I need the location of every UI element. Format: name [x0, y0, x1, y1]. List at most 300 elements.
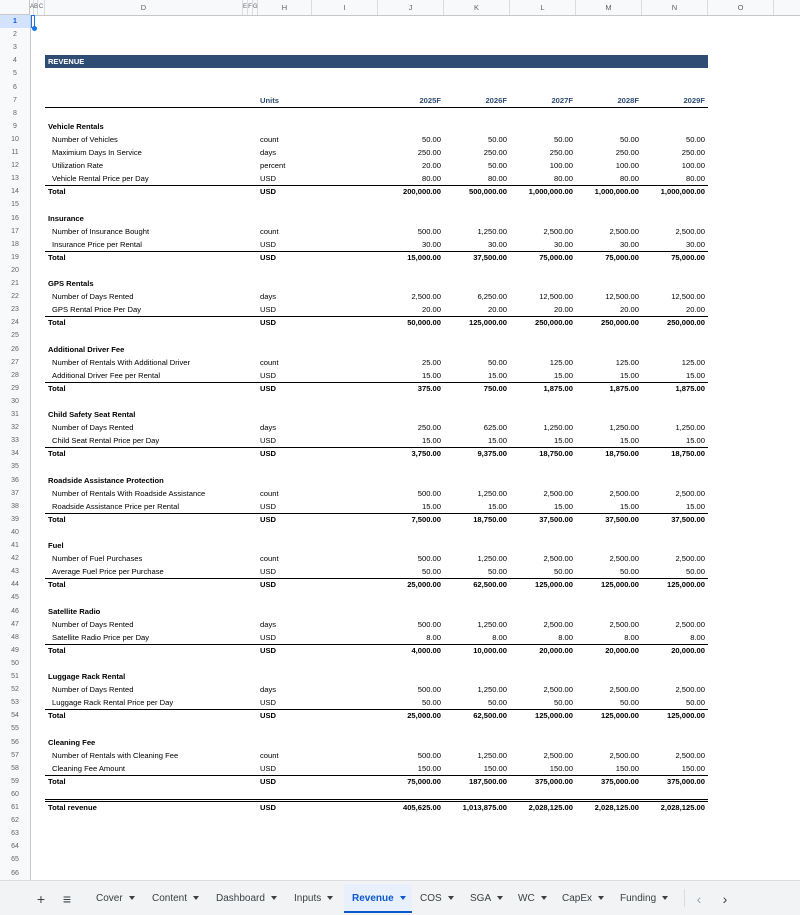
row-header[interactable]: 64 — [11, 843, 19, 851]
row-header[interactable]: 56 — [11, 738, 19, 746]
row-header[interactable]: 39 — [11, 515, 19, 523]
item-value: 150.00 — [549, 763, 573, 773]
item-value: 15.00 — [487, 501, 507, 511]
column-header[interactable]: C — [38, 0, 45, 15]
row-header[interactable]: 10 — [11, 135, 19, 143]
column-header[interactable]: O — [708, 0, 774, 15]
item-value: 20.00 — [421, 305, 441, 315]
total-value: 375,000.00 — [534, 776, 573, 786]
item-value: 500.00 — [417, 619, 441, 629]
row-header[interactable]: 43 — [11, 568, 19, 576]
item-label: Child Seat Rental Price per Day — [52, 436, 160, 446]
item-unit: count — [260, 357, 279, 367]
total-value: 125,000.00 — [666, 711, 705, 721]
row-header[interactable]: 7 — [13, 96, 17, 104]
item-value: 15.00 — [487, 370, 507, 380]
row-header[interactable]: 18 — [11, 240, 19, 248]
row-header[interactable]: 14 — [11, 188, 19, 196]
item-value: 15.00 — [421, 436, 441, 446]
total-value: 75,000.00 — [605, 252, 639, 262]
item-value: 2,500.00 — [609, 619, 639, 629]
sheet-tab-capex[interactable] — [554, 884, 612, 913]
item-value: 150.00 — [483, 763, 507, 773]
item-value: 15.00 — [487, 436, 507, 446]
item-label: Maximium Days In Service — [52, 148, 142, 157]
item-value: 250.00 — [417, 148, 441, 157]
item-value: 30.00 — [487, 239, 507, 249]
item-unit: USD — [260, 632, 277, 642]
item-value: 250.00 — [681, 148, 705, 157]
item-value: 15.00 — [619, 501, 639, 511]
row-header[interactable]: 61 — [11, 804, 19, 811]
item-value: 15.00 — [619, 370, 639, 380]
row-header[interactable]: 31 — [11, 411, 19, 418]
item-value: 100.00 — [615, 161, 639, 171]
item-value: 2,500.00 — [609, 750, 639, 760]
column-header[interactable]: L — [510, 0, 576, 15]
item-value: 50.00 — [487, 567, 507, 577]
total-value: 62,500.00 — [473, 580, 507, 590]
year-header: 2025F — [419, 95, 441, 105]
tab-dropdown-icon[interactable] — [541, 896, 547, 900]
row-header[interactable]: 33 — [11, 437, 19, 445]
year-header: 2029F — [683, 95, 705, 105]
column-header[interactable]: M — [576, 0, 642, 15]
item-value: 2,500.00 — [543, 685, 573, 695]
row-header[interactable]: 12 — [11, 162, 19, 170]
total-value: 125,000.00 — [534, 580, 573, 590]
item-value: 2,500.00 — [675, 750, 705, 760]
item-value: 15.00 — [619, 436, 639, 446]
item-value: 2,500.00 — [543, 554, 573, 564]
item-value: 2,500.00 — [543, 750, 573, 760]
total-value: 125,000.00 — [666, 580, 705, 590]
item-value: 500.00 — [417, 750, 441, 760]
total-value: 37,500.00 — [473, 252, 507, 262]
column-header-bar — [0, 0, 800, 16]
total-value: 1,875.00 — [675, 383, 705, 393]
item-value: 12,500.00 — [605, 292, 639, 302]
item-label: Additional Driver Fee per Rental — [52, 370, 161, 380]
total-value: 18,750.00 — [473, 514, 507, 524]
item-value: 15.00 — [553, 501, 573, 511]
total-value: 37,500.00 — [605, 514, 639, 524]
row-header[interactable]: 59 — [11, 777, 19, 785]
row-header[interactable]: 52 — [11, 686, 19, 694]
grand-total-value: 2,028,125.00 — [528, 803, 573, 812]
row-header[interactable]: 21 — [11, 280, 19, 287]
item-unit: count — [260, 750, 279, 760]
item-value: 12,500.00 — [671, 292, 705, 302]
item-label: Luggage Rack Rental Price per Day — [52, 698, 174, 708]
tab-dropdown-icon[interactable] — [129, 896, 135, 900]
row-header[interactable]: 19 — [11, 253, 19, 261]
item-unit: percent — [260, 161, 286, 171]
total-label: Total — [48, 514, 66, 524]
item-value: 2,500.00 — [675, 619, 705, 629]
row-header[interactable]: 54 — [11, 712, 19, 720]
item-unit: days — [260, 423, 277, 433]
row-header[interactable]: 25 — [11, 332, 19, 340]
tab-dropdown-icon[interactable] — [497, 896, 503, 900]
select-all-corner[interactable] — [0, 0, 30, 15]
total-value: 250,000.00 — [534, 318, 573, 328]
item-value: 80.00 — [487, 174, 507, 184]
column-header[interactable]: N — [642, 0, 708, 15]
total-value: 25,000.00 — [407, 711, 441, 721]
sheet-tab-cos[interactable] — [412, 884, 462, 913]
row-header[interactable]: 47 — [11, 620, 19, 628]
total-label: Total — [48, 711, 66, 721]
item-value: 50.00 — [553, 134, 573, 144]
row-header[interactable]: 30 — [11, 397, 19, 405]
column-header[interactable]: G — [253, 0, 258, 15]
row-header[interactable]: 37 — [11, 489, 19, 497]
units-header: Units — [260, 95, 279, 105]
item-value: 8.00 — [492, 632, 507, 642]
row-header[interactable]: 2 — [13, 31, 17, 39]
row-underline — [45, 799, 708, 800]
item-value: 1,250.00 — [477, 619, 507, 629]
row-header[interactable]: 27 — [11, 358, 19, 366]
item-value: 15.00 — [421, 370, 441, 380]
total-value: 75,000.00 — [407, 776, 441, 786]
total-label: Total — [48, 645, 66, 655]
row-header[interactable]: 38 — [11, 502, 19, 510]
total-value: 20,000.00 — [605, 645, 639, 655]
sheet-tab-label: SGA — [470, 893, 492, 904]
sheet-tab-label: CapEx — [562, 893, 593, 904]
sheet-tab-cover[interactable] — [88, 884, 144, 913]
sheet-tab-revenue[interactable] — [344, 884, 412, 913]
row-header[interactable]: 13 — [11, 175, 19, 183]
item-unit: days — [260, 685, 277, 695]
item-value: 2,500.00 — [675, 554, 705, 564]
item-value: 2,500.00 — [543, 488, 573, 498]
section-title-revenue: REVENUE — [45, 55, 708, 68]
row-header[interactable]: 28 — [11, 371, 19, 379]
item-value: 50.00 — [685, 567, 705, 577]
sheet-tab-label: Dashboard — [216, 893, 265, 904]
total-value: 125,000.00 — [534, 711, 573, 721]
item-value: 8.00 — [624, 632, 639, 642]
row-header[interactable]: 53 — [11, 699, 19, 707]
item-value: 250.00 — [483, 148, 507, 157]
item-label: Insurance Price per Rental — [52, 239, 142, 249]
total-value: 50,000.00 — [407, 318, 441, 328]
column-header[interactable]: K — [444, 0, 510, 15]
item-value: 50.00 — [487, 698, 507, 708]
block-title: Satellite Radio — [48, 606, 101, 616]
item-value: 2,500.00 — [543, 226, 573, 236]
item-label: Number of Days Rented — [52, 292, 134, 302]
total-unit: USD — [260, 449, 277, 459]
total-value: 125,000.00 — [468, 318, 507, 328]
total-value: 750.00 — [483, 383, 507, 393]
total-unit: USD — [260, 776, 277, 786]
item-label: Number of Rentals with Cleaning Fee — [52, 750, 179, 760]
total-unit: USD — [260, 711, 277, 721]
item-value: 2,500.00 — [675, 685, 705, 695]
tab-dropdown-icon[interactable] — [448, 896, 454, 900]
row-header[interactable]: 57 — [11, 751, 19, 759]
block-title: GPS Rentals — [48, 279, 94, 288]
row-header[interactable]: 9 — [13, 122, 17, 130]
row-header[interactable]: 58 — [11, 764, 19, 772]
total-value: 37,500.00 — [671, 514, 705, 524]
item-value: 125.00 — [681, 357, 705, 367]
row-header[interactable]: 3 — [13, 44, 17, 52]
row-header[interactable]: 34 — [11, 450, 19, 458]
total-label: Total — [48, 580, 66, 590]
item-value: 50.00 — [421, 698, 441, 708]
sheet-tab-label: Funding — [620, 893, 657, 904]
row-header[interactable]: 51 — [11, 673, 19, 680]
item-value: 2,500.00 — [609, 554, 639, 564]
item-value: 2,500.00 — [609, 488, 639, 498]
sheet-tab-label: Cover — [96, 893, 123, 904]
item-value: 2,500.00 — [609, 685, 639, 695]
column-header[interactable]: I — [312, 0, 378, 15]
total-value: 9,375.00 — [477, 449, 507, 459]
sheet-tab-funding[interactable] — [612, 884, 682, 913]
total-value: 37,500.00 — [539, 514, 573, 524]
item-value: 2,500.00 — [675, 488, 705, 498]
item-value: 80.00 — [619, 174, 639, 184]
block-title: Child Safety Seat Rental — [48, 410, 136, 419]
item-value: 15.00 — [553, 436, 573, 446]
item-value: 12,500.00 — [539, 292, 573, 302]
tab-dropdown-icon[interactable] — [327, 896, 333, 900]
item-value: 30.00 — [421, 239, 441, 249]
fill-handle[interactable] — [32, 26, 37, 31]
column-header[interactable]: A — [30, 0, 34, 15]
item-value: 15.00 — [685, 436, 705, 446]
grand-total-value: 1,013,875.00 — [462, 803, 507, 812]
total-value: 1,000,000.00 — [594, 187, 639, 197]
item-value: 30.00 — [553, 239, 573, 249]
row-header[interactable]: 40 — [11, 528, 19, 536]
total-unit: USD — [260, 187, 277, 197]
item-value: 150.00 — [417, 763, 441, 773]
item-label: Vehicle Rental Price per Day — [52, 174, 149, 184]
sheet-tab-wc[interactable] — [510, 884, 554, 913]
item-label: Number of Rentals With Additional Driver — [52, 357, 191, 367]
item-label: Number of Days Rented — [52, 423, 134, 433]
row-header[interactable]: 29 — [11, 384, 19, 392]
row-header[interactable]: 32 — [11, 424, 19, 432]
column-header[interactable]: J — [378, 0, 444, 15]
add-sheet-icon[interactable]: + — [36, 891, 46, 907]
row-header[interactable]: 20 — [11, 266, 19, 274]
year-header: 2027F — [551, 95, 573, 105]
item-value: 2,500.00 — [675, 226, 705, 236]
grand-total-label: Total revenue — [48, 803, 97, 812]
row-header[interactable]: 41 — [11, 542, 19, 549]
column-header[interactable]: F — [248, 0, 253, 15]
sheet-tab-label: Content — [152, 893, 188, 904]
total-unit: USD — [260, 252, 277, 262]
row-header[interactable]: 4 — [13, 57, 17, 65]
block-title: Vehicle Rentals — [48, 121, 104, 131]
item-value: 125.00 — [615, 357, 639, 367]
total-unit: USD — [260, 580, 277, 590]
item-value: 15.00 — [421, 501, 441, 511]
item-value: 500.00 — [417, 685, 441, 695]
sheet-tab-inputs[interactable] — [286, 884, 344, 913]
row-header[interactable]: 46 — [11, 607, 19, 615]
row-header-bar — [0, 15, 31, 880]
total-value: 1,000,000.00 — [528, 187, 573, 197]
item-unit: USD — [260, 174, 277, 184]
tab-dropdown-icon[interactable] — [271, 896, 277, 900]
item-value: 15.00 — [685, 501, 705, 511]
block-title: Additional Driver Fee — [48, 344, 125, 354]
row-header[interactable]: 49 — [11, 646, 19, 654]
row-header[interactable]: 1 — [0, 15, 30, 28]
sheet-tab-label: WC — [518, 893, 535, 904]
block-title: Fuel — [48, 541, 64, 550]
sheet-tab-dashboard[interactable] — [208, 884, 286, 913]
item-value: 80.00 — [685, 174, 705, 184]
total-value: 375,000.00 — [600, 776, 639, 786]
row-header[interactable]: 5 — [13, 70, 17, 78]
row-header[interactable]: 17 — [11, 227, 19, 235]
column-header[interactable]: D — [45, 0, 243, 15]
sheet-tab-bar — [0, 880, 800, 915]
item-value: 150.00 — [681, 763, 705, 773]
total-value: 7,500.00 — [411, 514, 441, 524]
block-title: Cleaning Fee — [48, 737, 96, 747]
row-header[interactable]: 48 — [11, 633, 19, 641]
sheet-tab-sga[interactable] — [462, 884, 510, 913]
row-header[interactable]: 66 — [11, 869, 19, 877]
tab-separator — [684, 889, 685, 907]
block-title: Luggage Rack Rental — [48, 672, 126, 681]
item-value: 1,250.00 — [675, 423, 705, 433]
item-label: GPS Rental Price Per Day — [52, 305, 142, 315]
row-header[interactable]: 44 — [11, 581, 19, 589]
grand-total-value: 2,028,125.00 — [660, 803, 705, 812]
total-value: 125,000.00 — [600, 580, 639, 590]
scroll-tabs-left-icon[interactable]: ‹ — [696, 891, 702, 907]
row-header[interactable]: 8 — [13, 109, 17, 117]
row-header[interactable]: 55 — [11, 725, 19, 733]
item-label: Number of Days Rented — [52, 619, 134, 629]
total-unit: USD — [260, 645, 277, 655]
row-header[interactable]: 16 — [11, 214, 19, 222]
item-label: Number of Rentals With Roadside Assistance — [52, 488, 206, 498]
item-value: 500.00 — [417, 488, 441, 498]
row-header[interactable]: 36 — [11, 476, 19, 484]
sheet-tab-content[interactable] — [144, 884, 208, 913]
all-sheets-menu-icon[interactable]: ≡ — [62, 891, 72, 907]
item-unit: USD — [260, 567, 277, 577]
total-value: 1,875.00 — [543, 383, 573, 393]
row-header[interactable]: 35 — [11, 463, 19, 471]
item-value: 50.00 — [421, 567, 441, 577]
total-value: 375.00 — [417, 383, 441, 393]
total-label: Total — [48, 776, 66, 786]
tab-dropdown-icon[interactable] — [400, 896, 406, 900]
row-header[interactable]: 63 — [11, 830, 19, 838]
item-value: 8.00 — [558, 632, 573, 642]
column-header[interactable]: H — [258, 0, 312, 15]
row-header[interactable]: 23 — [11, 306, 19, 314]
item-value: 1,250.00 — [609, 423, 639, 433]
item-label: Number of Days Rented — [52, 685, 134, 695]
total-value: 187,500.00 — [468, 776, 507, 786]
item-value: 50.00 — [421, 134, 441, 144]
sheet-tab-label: Revenue — [352, 893, 394, 904]
tab-dropdown-icon[interactable] — [662, 896, 668, 900]
row-header[interactable]: 62 — [11, 817, 19, 825]
total-value: 500,000.00 — [468, 187, 507, 197]
row-header[interactable]: 11 — [11, 149, 19, 156]
tab-dropdown-icon[interactable] — [193, 896, 199, 900]
item-unit: USD — [260, 698, 277, 708]
total-value: 375,000.00 — [666, 776, 705, 786]
row-header[interactable]: 65 — [11, 856, 19, 864]
total-label: Total — [48, 187, 66, 197]
item-value: 500.00 — [417, 226, 441, 236]
block-title: Roadside Assistance Protection — [48, 475, 164, 485]
sheet-tab-label: COS — [420, 893, 442, 904]
row-header[interactable]: 45 — [11, 594, 19, 602]
total-value: 1,000,000.00 — [660, 187, 705, 197]
item-value: 125.00 — [549, 357, 573, 367]
item-value: 50.00 — [685, 698, 705, 708]
column-header[interactable]: B — [34, 0, 38, 15]
column-header[interactable]: E — [243, 0, 248, 15]
row-header[interactable]: 50 — [11, 659, 19, 667]
item-unit: USD — [260, 501, 277, 511]
row-header[interactable]: 42 — [11, 555, 19, 563]
total-value: 125,000.00 — [600, 711, 639, 721]
item-value: 250.00 — [417, 423, 441, 433]
grand-total-unit: USD — [260, 803, 277, 812]
grand-total-value: 405,625.00 — [402, 803, 441, 812]
tab-dropdown-icon[interactable] — [598, 896, 604, 900]
item-value: 20.00 — [553, 305, 573, 315]
row-header[interactable]: 22 — [11, 293, 19, 301]
total-value: 20,000.00 — [671, 645, 705, 655]
row-underline — [45, 107, 708, 108]
total-value: 15,000.00 — [407, 252, 441, 262]
row-header[interactable]: 15 — [11, 201, 19, 209]
item-value: 2,500.00 — [411, 292, 441, 302]
item-value: 50.00 — [487, 134, 507, 144]
item-value: 2,500.00 — [543, 619, 573, 629]
year-header: 2028F — [617, 95, 639, 105]
item-value: 50.00 — [619, 567, 639, 577]
item-unit: USD — [260, 370, 277, 380]
row-header[interactable]: 24 — [11, 319, 19, 327]
item-value: 50.00 — [685, 134, 705, 144]
grand-total-value: 2,028,125.00 — [594, 803, 639, 812]
row-header[interactable]: 60 — [11, 790, 19, 798]
total-value: 1,875.00 — [609, 383, 639, 393]
total-value: 25,000.00 — [407, 580, 441, 590]
scroll-tabs-right-icon[interactable]: › — [722, 891, 728, 907]
item-value: 500.00 — [417, 554, 441, 564]
item-value: 20.00 — [685, 305, 705, 315]
row-header[interactable]: 26 — [11, 345, 19, 353]
row-header[interactable]: 6 — [13, 83, 17, 91]
total-value: 3,750.00 — [411, 449, 441, 459]
item-value: 1,250.00 — [477, 554, 507, 564]
total-value: 75,000.00 — [671, 252, 705, 262]
